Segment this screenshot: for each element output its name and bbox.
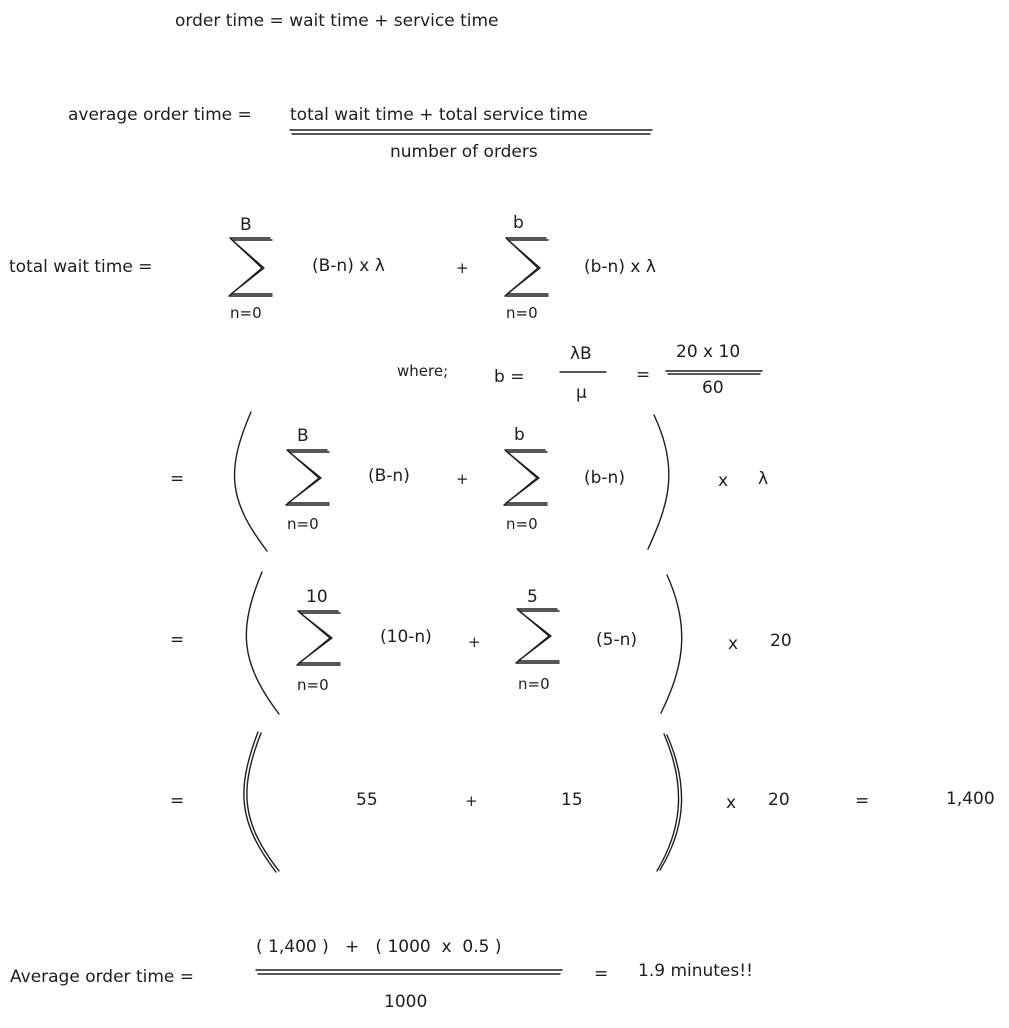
sum-lower-limit: n=0	[506, 515, 538, 533]
sigma-icon	[286, 450, 329, 505]
sixty: 60	[702, 378, 724, 398]
result-1400: 1,400	[946, 789, 995, 809]
sum-term: (b-n) x λ	[584, 257, 656, 277]
sum-term: (B-n) x λ	[312, 256, 385, 276]
equals-sign: =	[636, 365, 651, 385]
b-equals: b =	[494, 367, 525, 387]
fifty-five: 55	[356, 790, 378, 810]
lambda-b: λB	[570, 344, 592, 364]
sum-lower-limit: n=0	[297, 676, 329, 694]
sigma-icon	[229, 238, 272, 296]
times-sign: x	[718, 471, 729, 491]
twenty: 20	[768, 790, 790, 810]
final-result: 1.9 minutes!!	[638, 961, 753, 981]
avg-numerator: total wait time + total service time	[290, 105, 588, 125]
equals-sign: =	[170, 469, 185, 489]
sum-lower-limit: n=0	[518, 675, 550, 693]
plus-sign: +	[456, 259, 469, 277]
sigma-icon	[518, 611, 559, 661]
twenty: 20	[770, 631, 792, 651]
where-label: where;	[397, 362, 449, 380]
times-sign: x	[728, 634, 739, 654]
sum-term: (b-n)	[584, 468, 625, 488]
sigma-icon	[507, 240, 548, 294]
sum-term: (B-n)	[368, 466, 410, 486]
sigma-icon	[516, 609, 559, 663]
equals-sign: =	[170, 630, 185, 650]
mu: μ	[576, 383, 587, 403]
sum-upper-limit: B	[297, 426, 309, 446]
sum-upper-limit: b	[514, 425, 525, 445]
final-avg-label: Average order time =	[10, 967, 195, 987]
lambda: λ	[758, 469, 769, 489]
equals-sign: =	[170, 791, 185, 811]
left-paren	[244, 732, 276, 872]
left-paren	[235, 412, 267, 551]
equals-sign: =	[855, 791, 870, 811]
sigma-icon	[288, 452, 329, 503]
plus-sign: +	[465, 792, 478, 810]
fifteen: 15	[561, 790, 583, 810]
right-paren	[648, 415, 669, 549]
sum-lower-limit: n=0	[230, 304, 262, 322]
plus-sign: +	[468, 633, 481, 651]
avg-denominator: number of orders	[390, 142, 538, 162]
right-paren	[657, 734, 679, 871]
sum-lower-limit: n=0	[506, 304, 538, 322]
sigma-icon	[297, 611, 340, 665]
sigma-icon	[299, 613, 340, 663]
left-paren	[246, 572, 279, 714]
sigma-icon	[505, 238, 548, 296]
final-denominator: 1000	[384, 992, 428, 1012]
right-paren	[661, 575, 682, 713]
sigma-icon	[504, 450, 547, 505]
sum-term: (5-n)	[596, 630, 637, 650]
sigma-icon	[506, 452, 547, 503]
twenty-times-ten: 20 x 10	[676, 342, 741, 362]
left-paren	[247, 733, 279, 871]
total-wait-time-label: total wait time =	[9, 257, 153, 277]
times-sign: x	[726, 793, 737, 813]
avg-order-time-label: average order time =	[68, 105, 252, 125]
sum-term: (10-n)	[380, 627, 432, 647]
sum-upper-limit: 5	[527, 587, 538, 607]
sum-upper-limit: b	[513, 213, 524, 233]
sum-upper-limit: B	[240, 215, 252, 235]
final-numerator: ( 1,400 ) + ( 1000 x 0.5 )	[256, 937, 502, 957]
sigma-icon	[231, 240, 272, 294]
sum-lower-limit: n=0	[287, 515, 319, 533]
equals-sign: =	[594, 964, 609, 984]
plus-sign: +	[456, 470, 469, 488]
sum-upper-limit: 10	[306, 587, 328, 607]
eq-order-time: order time = wait time + service time	[175, 11, 499, 31]
